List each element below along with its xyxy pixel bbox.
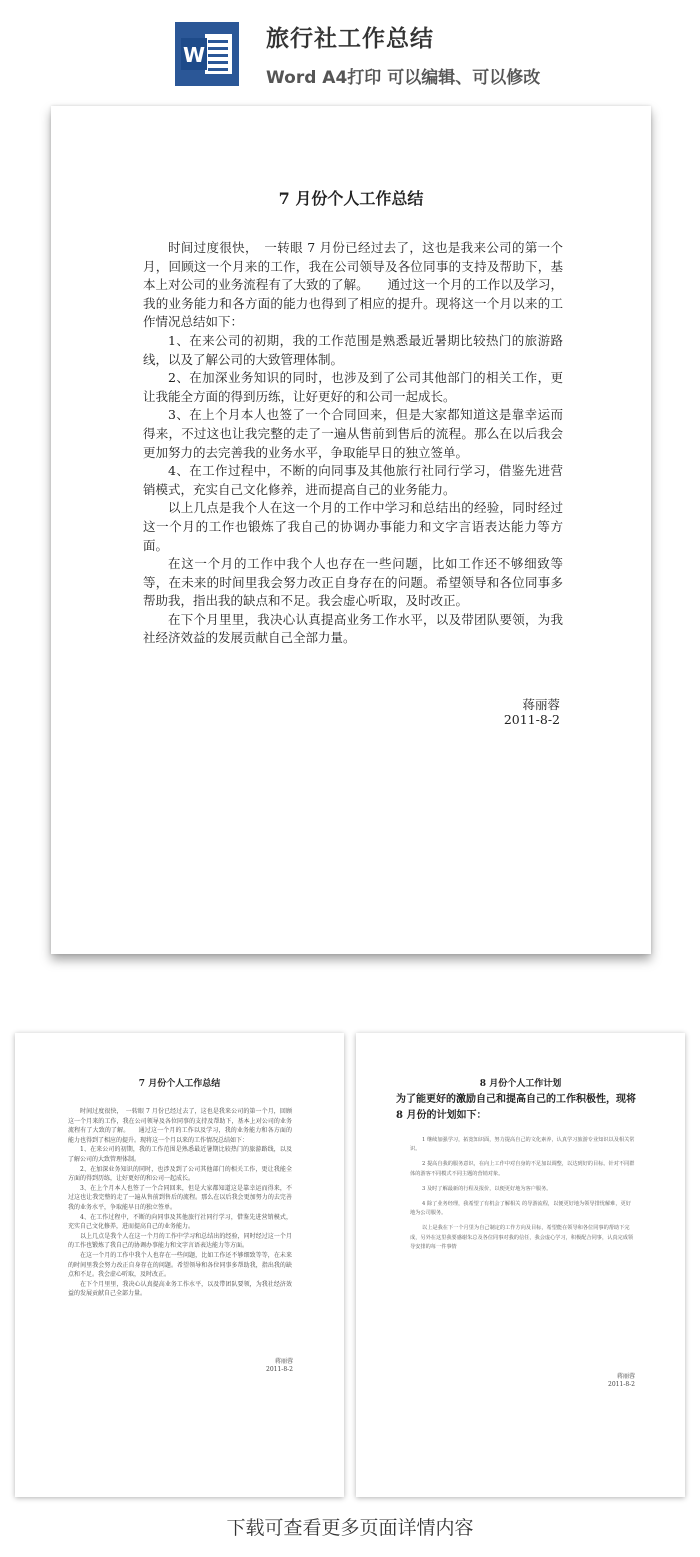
- word-icon: [175, 22, 239, 86]
- paragraph: 3、在上个月本人也签了一个合同回来，但是大家都知道这是靠幸运而得来，不过这也让我完整的走了一遍从售前到售后的流程。那么在以后我会更加努力的去完善我的业务水平，争取能早日的独立签单。: [143, 407, 563, 460]
- thumb-paragraph: 4、在工作过程中，不断的向同事及其他旅行社同行学习，借鉴先进营销模式，充实自己文化修养，进而提高自己的业务能力。: [68, 1213, 292, 1231]
- page-body: [143, 239, 563, 648]
- thumb-paragraph: 1 继续加强学习，拓宽知识面，努力提高自己的文化素养，认真学习旅游专业知识以及相关常识。: [410, 1137, 635, 1153]
- thumb-heading: 为了能更好的激励自己和提高自己的工作积极性，现将 8 月份的计划如下：: [396, 1094, 636, 1121]
- paragraph: 4、在工作过程中，不断的向同事及其他旅行社同行学习，借鉴先进营销模式，充实自己文化修养，进而提高自己的业务能力。: [143, 463, 563, 497]
- header: [0, 0, 700, 100]
- thumb-paragraph: 1、在来公司的初期，我的工作范围是熟悉最近暑期比较热门的旅游路线，以及了解公司的大致管理体制。: [68, 1146, 292, 1163]
- thumb-paragraph: 以上是我在下一个月里为自己制定的工作方向及目标，希望能在领导和各位同事的帮助下完成，另外在这里我要感谢朱总及各位同事对我的信任，我会虚心学习，积极配合同事，认真完成领导安排的每一件事情: [410, 1225, 634, 1250]
- document-subtitle: Word A4打印 可以编辑、可以修改: [266, 68, 541, 88]
- thumb-signature-date: 2011-8-2: [266, 1366, 293, 1373]
- paragraph: 1、在来公司的初期，我的工作范围是熟悉最近暑期比较热门的旅游路线，以及了解公司的大致管理体制。: [143, 332, 563, 367]
- paragraph: 以上几点是我个人在这一个月的工作中学习和总结出的经验，同时经过这一个月的工作也锻炼了我自己的协调办事能力和文字言语表达能力等方面。: [143, 500, 563, 553]
- thumb-paragraph: 3、在上个月本人也签了一个合同回来，但是大家都知道这是靠幸运而得来，不过这也让我完整的走了一遍从售前到售后的流程。那么在以后我会更加努力的去完善我的业务水平，争取能早日的独立签单。: [68, 1184, 292, 1211]
- thumbnail-page-1[interactable]: [15, 1033, 344, 1497]
- thumb-paragraph: 在这一个月的工作中我个人也存在一些问题，比如工作还不够细致等等，在未来的时间里我会努力改正自身存在的问题。希望领导和各位同事多帮助我，指出我的缺点和不足。我会虚心听取，及时改正。: [68, 1251, 292, 1279]
- thumb-signature-name: 蒋丽蓉: [616, 1373, 635, 1380]
- paragraph: 时间过度很快， 一转眼 7 月份已经过去了，这也是我来公司的第一个月，回顾这一个月来的工作，我在公司领导及各位同事的支持及帮助下，基本上对公司的业务流程有了大致的了解。 通过这一个月的工作以及学习，我的业务能力和各方面的能力也得到了相应的提升。现将这一个月以来的工作情况总结如下：: [143, 240, 563, 330]
- thumb-signature-name: 蒋丽蓉: [274, 1358, 293, 1365]
- paragraph: 2、在加深业务知识的同时，也涉及到了公司其他部门的相关工作，更让我能全方面的得到历练，让好更好的和公司一起成长。: [143, 370, 563, 404]
- thumb-paragraph: 2 提高自我的服务意识，在向上工作中对自身的不足加以调整，以达到好的目标。针对不同群体的游客不同模式不同主题的营销对象。: [410, 1161, 635, 1177]
- thumb-paragraph: 以上几点是我个人在这一个月的工作中学习和总结出的经验，同时经过这一个月的工作也锻炼了我自己的协调办事能力和文字言语表达能力等方面。: [68, 1232, 292, 1250]
- thumb-paragraph: 2、在加深业务知识的同时，也涉及到了公司其他部门的相关工作，更让我能全方面的得到历练，让好更好的和公司一起成长。: [68, 1165, 292, 1183]
- page-title: 7 月份个人工作总结: [278, 189, 424, 208]
- thumb-paragraph: 4 除了业务经理，我希望了有机会了解相关 的导游流程，以便更好地为领导排忧解难，更好地为公司服务。: [410, 1201, 631, 1217]
- thumb-body: [68, 1107, 292, 1299]
- thumb-paragraph: 时间过度很快， 一转眼 7 月份已经过去了，这也是我来公司的第一个月，回顾这一个月来的工作，我在公司领导及各位同事的支持及帮助下，基本上对公司的业务流程有了大致的了解。 通过这一个月的工作以及学习，我的业务能力和各方面的能力也得到了相应的提升。现将这一个月以来的工作情况总结如下：: [68, 1108, 292, 1144]
- thumb-title: 8 月份个人工作计划: [479, 1079, 562, 1089]
- thumb-signature-date: 2011-8-2: [608, 1381, 635, 1388]
- paragraph: 在这一个月的工作中我个人也存在一些问题，比如工作还不够细致等等，在未来的时间里我会努力改正自身存在的问题。希望领导和各位同事多帮助我，指出我的缺点和不足。我会虚心听取，及时改正。: [143, 556, 563, 609]
- download-more-link[interactable]: 下载可查看更多页面详情内容: [226, 1517, 474, 1539]
- thumb-body: [410, 1136, 635, 1258]
- thumbnail-page-2[interactable]: [356, 1033, 685, 1497]
- document-title: 旅行社工作总结: [266, 26, 434, 52]
- word-icon-letter: W: [182, 43, 206, 67]
- paragraph: 在下个月里里，我决心认真提高业务工作水平，以及带团队要领，为我社经济效益的发展贡献自己全部力量。: [143, 611, 563, 646]
- thumb-paragraph: 3 及时了解最新的行程及报价，以便更好地为客户服务。: [422, 1185, 552, 1192]
- signature-name: 蒋丽蓉: [522, 697, 560, 712]
- signature-date: 2011-8-2: [503, 712, 560, 727]
- thumb-paragraph: 在下个月里里，我决心认真提高业务工作水平，以及带团队要领，为我社经济效益的发展贡献自己全部力量。: [68, 1280, 292, 1298]
- thumb-title: 7 月份个人工作总结: [138, 1079, 221, 1089]
- main-page-preview: [51, 106, 651, 954]
